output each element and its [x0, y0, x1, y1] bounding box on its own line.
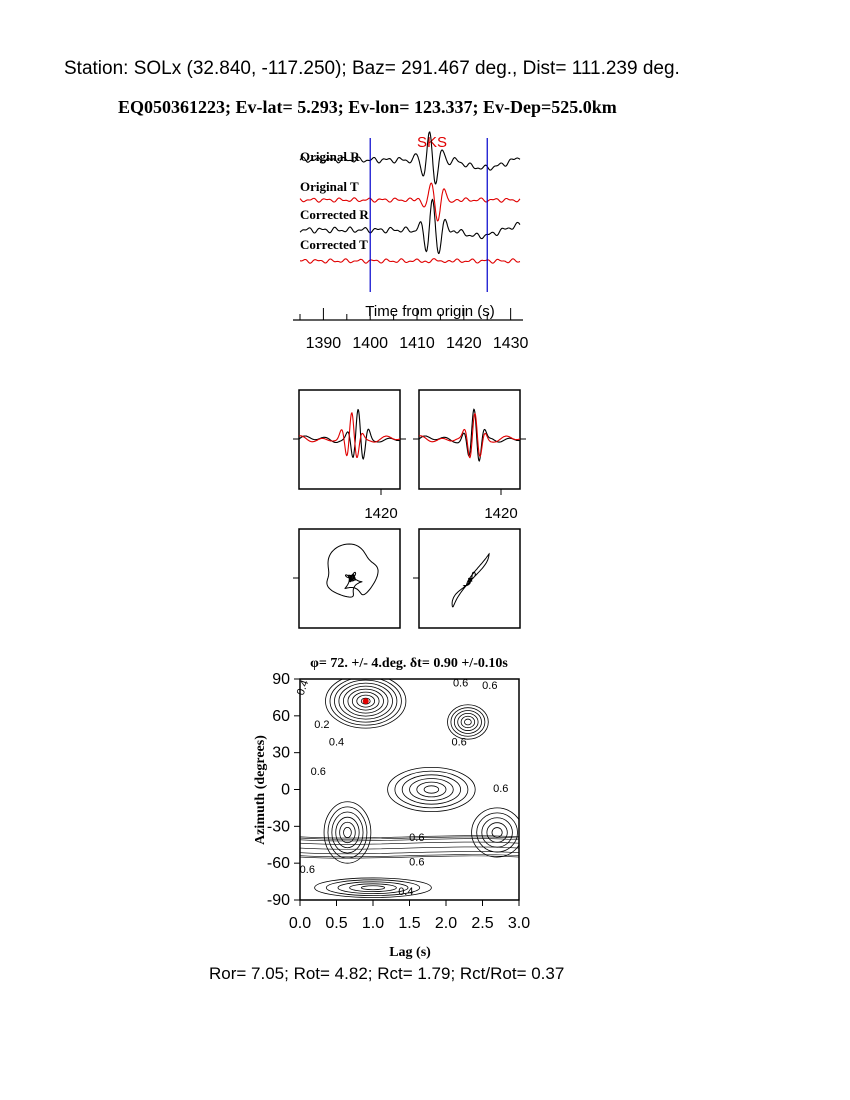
time-tick-label: 1430 — [492, 335, 529, 352]
contour-label: 0.6 — [409, 832, 425, 845]
contour-label: 0.6 — [299, 863, 315, 876]
particle-motion-corrected — [452, 554, 489, 607]
series-label-corrected-r: Corrected R — [300, 207, 369, 222]
azimuth-tick-label: 0 — [281, 781, 290, 799]
waveform-tick-right: 1420 — [484, 505, 518, 522]
energy-contour — [461, 716, 475, 727]
azimuth-tick-label: -90 — [266, 892, 290, 909]
azimuth-tick-label: -60 — [266, 855, 290, 873]
energy-contour — [332, 812, 363, 853]
energy-contour — [477, 813, 518, 852]
energy-contour — [424, 786, 439, 793]
waveform-slow — [299, 413, 400, 458]
best-fit-marker — [363, 698, 369, 704]
energy-contour — [465, 719, 472, 725]
energy-contour — [300, 852, 519, 854]
energy-contour — [395, 771, 468, 808]
energy-contour — [315, 878, 432, 898]
lag-tick-label: 1.0 — [361, 915, 385, 932]
lag-tick-label: 3.0 — [507, 915, 531, 932]
time-tick-label: 1410 — [399, 335, 435, 352]
energy-contour — [472, 808, 523, 857]
waveform-comparison-panel — [293, 390, 526, 522]
lag-tick-label: 0.5 — [325, 915, 348, 932]
contour-label: 0.6 — [409, 856, 425, 869]
energy-contour — [448, 705, 489, 739]
contour-label: 0.4 — [398, 886, 414, 899]
energy-contour — [388, 767, 476, 811]
time-tick-label: 1420 — [446, 335, 482, 352]
lag-tick-label: 2.0 — [434, 915, 458, 932]
azimuth-tick-label: 30 — [272, 744, 290, 762]
energy-contour — [344, 827, 352, 837]
energy-contour — [350, 884, 397, 892]
energy-contour — [361, 886, 384, 890]
lag-tick-label: 1.5 — [398, 915, 421, 932]
contour-label: 0.4 — [294, 678, 312, 698]
series-label-corrected-t: Corrected T — [300, 237, 368, 252]
lag-tick-label: 2.5 — [471, 915, 494, 932]
contour-label: 0.2 — [314, 719, 330, 732]
energy-contour — [328, 807, 367, 858]
contour-label: 0.6 — [493, 782, 509, 795]
time-tick-label: 1390 — [305, 335, 342, 352]
seismogram-panel — [293, 132, 529, 352]
energy-contour — [402, 775, 460, 804]
waveform-tick-left: 1420 — [364, 505, 398, 522]
event-info: EQ050361223; Ev-lat= 5.293; Ev-lon= 123.337; Ev-Dep=525.0km — [118, 97, 617, 117]
lag-tick-label: 0.0 — [288, 915, 312, 932]
azimuth-tick-label: -30 — [266, 818, 290, 836]
phase-label: SKS — [416, 134, 448, 151]
energy-contour — [340, 822, 356, 842]
contour-label: 0.6 — [482, 679, 498, 692]
series-label-original-t: Original T — [300, 179, 359, 194]
energy-grid-xlabel: Lag (s) — [389, 945, 431, 960]
waveform-slow — [419, 414, 520, 458]
particle-motion-panel — [293, 529, 520, 628]
contour-label: 0.6 — [310, 765, 326, 778]
station-info: Station: SOLx (32.840, -117.250); Baz= 291.467 deg., Dist= 111.239 deg. — [64, 58, 680, 79]
energy-grid-panel — [253, 656, 530, 960]
energy-grid-title: φ= 72. +/- 4.deg. δt= 0.90 +/-0.10s — [310, 656, 508, 671]
contour-label: 0.6 — [451, 736, 467, 749]
contour-label: 0.4 — [328, 736, 345, 749]
azimuth-tick-label: 60 — [272, 707, 290, 725]
contour-label: 0.6 — [452, 677, 469, 690]
energy-contour — [454, 710, 481, 733]
ratio-summary: Ror= 7.05; Rot= 4.82; Rct= 1.79; Rct/Rot= 0.37 — [209, 964, 565, 983]
series-label-original-r: Original R — [300, 149, 360, 164]
waveform-fast — [419, 409, 520, 461]
time-axis-label: Time from origin (s) — [365, 303, 495, 320]
energy-contour — [451, 708, 485, 737]
energy-grid-ylabel: Azimuth (degrees) — [253, 735, 268, 845]
particle-motion-original — [327, 544, 378, 597]
energy-contour — [417, 782, 446, 797]
time-tick-label: 1400 — [352, 335, 389, 352]
azimuth-tick-label: 90 — [272, 671, 290, 688]
